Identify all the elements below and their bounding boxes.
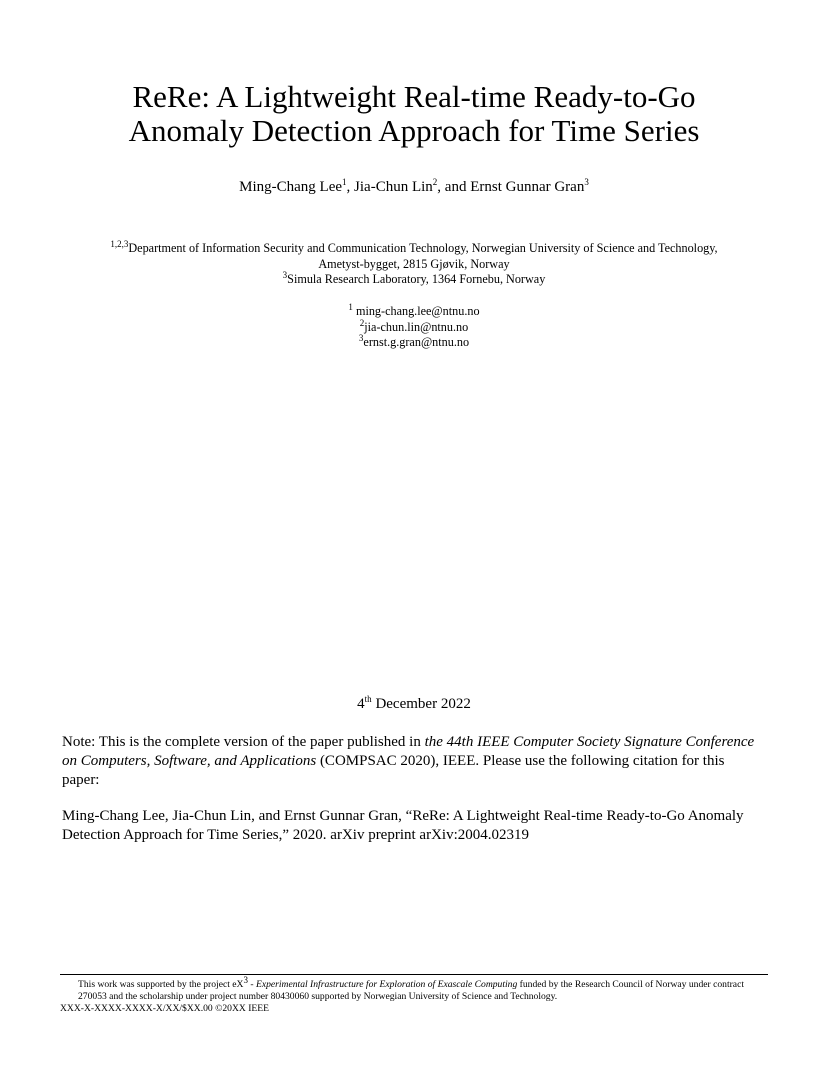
affiliations bbox=[0, 238, 828, 288]
author-name: Jia-Chun Lin bbox=[354, 179, 433, 195]
author-name: Ming-Chang Lee bbox=[239, 179, 343, 195]
affiliation-line bbox=[0, 238, 828, 257]
affiliation-text: Department of Information Security and Communication Technology, Norwegian University of Science and Technology, bbox=[128, 241, 718, 255]
author-list bbox=[0, 178, 828, 196]
author-name: Ernst Gunnar Gran bbox=[470, 179, 585, 195]
date-day: 4 bbox=[357, 696, 365, 712]
email-line bbox=[0, 317, 828, 336]
publication-date bbox=[0, 695, 828, 713]
note-venue: the 44th IEEE Computer Society Signature Conference on Computers, Software, and Applications bbox=[62, 734, 755, 769]
email-marker: 2 bbox=[359, 317, 365, 328]
footnote-sup: 3 bbox=[243, 974, 248, 985]
affiliation-line bbox=[0, 269, 828, 288]
citation-body: Ming-Chang Lee, Jia-Chun Lin, and Ernst Gunnar Gran, “ReRe: A Lightweight Real-time Ready-to-Go Anomaly Detection Approach for Time Series,” 2020. arXiv preprint arXiv:2004.02319 bbox=[62, 808, 744, 843]
note-suffix: (COMPSAC 2020), IEEE. Please use the following citation for this paper: bbox=[62, 753, 725, 788]
copyright-line: XXX-X-XXXX-XXXX-X/XX/$XX.00 ©20XX IEEE bbox=[60, 1003, 269, 1014]
affiliation-marker: 3 bbox=[282, 269, 288, 280]
affiliation-line bbox=[0, 257, 828, 273]
affiliation-text: Ametyst-bygget, 2815 Gjøvik, Norway bbox=[318, 256, 510, 271]
affiliation-text: Simula Research Laboratory, 1364 Fornebu, Norway bbox=[287, 272, 546, 286]
funding-footnote bbox=[60, 974, 770, 1015]
footnote-prefix: This work was supported by the project eX bbox=[78, 979, 244, 990]
email-address: jia-chun.lin@ntnu.no bbox=[364, 319, 469, 334]
email-line bbox=[0, 332, 828, 351]
footnote-dash: - bbox=[247, 979, 256, 990]
title-line-1: ReRe: A Lightweight Real-time Ready-to-Go bbox=[132, 79, 696, 114]
citation-text bbox=[62, 807, 762, 845]
note-prefix: Note: This is the complete version of the paper published in bbox=[62, 734, 425, 750]
author-marker: 1 bbox=[342, 177, 347, 187]
author-marker: 3 bbox=[584, 177, 589, 187]
publication-note bbox=[62, 733, 762, 790]
author-marker: 2 bbox=[432, 177, 438, 187]
email-address: ernst.g.gran@ntnu.no bbox=[363, 335, 470, 349]
author-emails bbox=[0, 301, 828, 351]
title-line-2: Anomaly Detection Approach for Time Series bbox=[128, 113, 700, 148]
email-marker: 1 bbox=[348, 301, 353, 312]
email-marker: 3 bbox=[358, 332, 364, 343]
paper-title bbox=[0, 80, 828, 148]
author-separator: , and bbox=[437, 179, 471, 195]
footnote-project: Experimental Infrastructure for Exploration of Exascale Computing bbox=[255, 979, 518, 990]
affiliation-marker: 1,2,3 bbox=[110, 238, 129, 249]
author-separator: , bbox=[346, 179, 355, 195]
footnote-divider bbox=[60, 974, 768, 975]
date-month-year: December 2022 bbox=[371, 696, 471, 712]
date-ordinal: th bbox=[364, 694, 372, 704]
email-address: ming-chang.lee@ntnu.no bbox=[352, 304, 480, 318]
email-line bbox=[0, 301, 828, 320]
footnote-funding: funded by the Research Council of Norway under contract 270053 and the scholarship under project number 80430060 supported by Norwegian University of Science and Technology. bbox=[78, 979, 744, 1002]
